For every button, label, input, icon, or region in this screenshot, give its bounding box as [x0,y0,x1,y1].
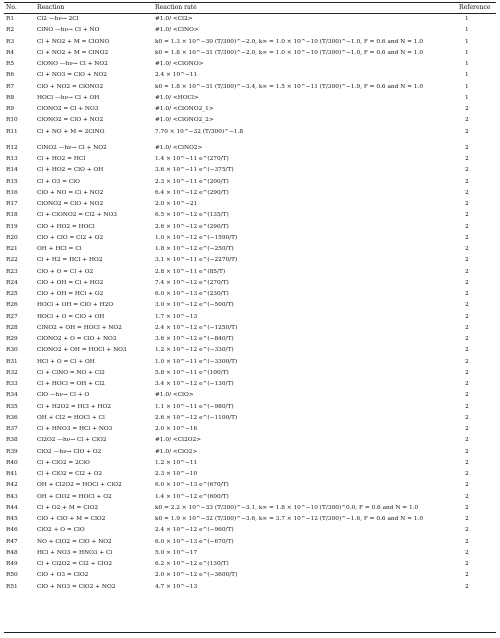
reaction-number: R26 [6,302,18,309]
reaction-reference: 2 [465,471,469,477]
reaction-rate: k0 = 1.3 × 10^−30 (T/300)^−2.0, k∞ = 1.0 × 10^−10 (T/300)^−1.0, F = 0.6 and N = 1.0 [155,38,424,45]
reaction-number: R27 [6,313,18,320]
reaction-rate: 6.2 × 10^−12 e^(130/T) [155,561,229,567]
reaction-reference: 2 [465,583,469,590]
reaction-rate: k0 = 1.9 × 10^−32 (T/300)^−3.6, k∞ = 3.7 × 10^−12 (T/300)^−1.6, F = 0.6 and N = 1.0 [155,516,424,522]
reaction-number: R51 [6,583,18,590]
table-row [0,514,500,525]
reaction-number: R18 [6,212,18,219]
reaction-rate: 3.0 × 10^−12 e^(−500/T) [155,302,234,309]
reaction-number: R32 [6,369,18,376]
reaction-rate: 1.2 × 10^−11 [155,459,198,466]
reaction-equation: Cl + H2O2 = HCl + HO2 [37,403,111,410]
table-top-rule [4,2,496,3]
reaction-equation: ClO + OH = Cl + HO2 [37,279,104,286]
table-row [0,289,500,300]
reaction-rate: #1.0/ <ClONO2_1> [155,106,214,112]
table-row [0,447,500,458]
table-row [0,503,500,514]
reaction-reference: 2 [465,268,469,275]
reaction-reference: 2 [465,302,469,309]
reaction-equation: Cl + ClNO = NO + Cl2 [37,369,105,376]
reaction-number: R29 [6,336,18,342]
reaction-reference: 2 [465,527,469,534]
reaction-rate: 7.4 × 10^−12 e^(270/T) [155,279,229,286]
reaction-number: R30 [6,347,18,354]
reaction-number: R25 [6,291,18,297]
table-row [0,165,500,176]
reaction-number: R43 [6,493,18,500]
table-row [0,93,500,104]
table-row [0,233,500,244]
reaction-equation: ClO + NO = Cl + NO2 [37,189,104,196]
reaction-reference: 2 [465,482,469,489]
reaction-number: R47 [6,538,18,545]
header-no: No. [6,4,17,11]
table-row [0,104,500,115]
reaction-reference: 2 [465,493,469,500]
table-row [0,25,500,36]
reaction-rate: 1.7 × 10^−13 [155,313,198,320]
reaction-equation: Cl + O2 + M = ClO2 [37,504,99,511]
reaction-equation: ClO + ClO + M = ClO2 [37,516,106,522]
table-row [0,548,500,559]
reaction-equation: ClO + ClO = Cl2 + O2 [37,234,104,241]
table-row [0,345,500,356]
reaction-number: R9 [6,106,15,112]
reaction-reference: 2 [465,106,469,112]
reaction-reference: 2 [465,189,469,196]
reaction-rate: #1.0/ <ClO> [155,392,194,399]
table-row [0,323,500,334]
reaction-equation: Cl + HO2 = HCl [37,156,86,162]
reaction-number: R12 [6,144,18,151]
header-reaction: Reaction [37,4,65,11]
reaction-equation: Cl + H2 = HCl + HO2 [37,257,103,264]
reaction-number: R22 [6,257,18,264]
reaction-number: R33 [6,381,18,387]
reaction-rate: 2.3 × 10^−10 [155,471,198,477]
reaction-reference: 2 [465,223,469,230]
reaction-number: R2 [6,27,15,34]
reaction-equation: ClO + O3 = ClO2 [37,572,89,579]
reaction-rate: 2.8 × 10^−11 e^(85/T) [155,268,226,275]
reaction-rate: #1.0/ <HOCl> [155,94,199,101]
reaction-rate: #1.0/ <ClO2> [155,448,198,455]
table-row [0,435,500,446]
reaction-equation: OH + HCl = Cl [37,246,82,252]
reaction-equation: Cl + ClO2 = 2ClO [37,459,90,466]
table-row [0,82,500,93]
table-row [0,59,500,70]
reaction-reference: 2 [465,538,469,545]
reaction-reference: 2 [465,459,469,466]
reaction-equation: ClNO —hν→ Cl + NO [37,27,100,34]
reaction-equation: ClO + NO2 = ClONO2 [37,83,104,90]
reaction-reference: 2 [465,212,469,219]
table-row [0,379,500,390]
reaction-rate: 1.2 × 10^−12 e^(−330/T) [155,347,234,354]
reaction-reference: 1 [465,27,469,34]
reaction-equation: ClO + O = Cl + O2 [37,268,94,275]
reaction-equation: ClONO2 = ClO + NO2 [37,117,104,124]
reaction-number: R35 [6,403,18,410]
table-row [0,537,500,548]
reaction-equation: HOCl + O = ClO + OH [37,313,105,320]
reaction-number: R21 [6,246,18,252]
reaction-number: R37 [6,426,18,432]
reaction-rate: k0 = 1.8 × 10^−31 (T/300)^−2.0, k∞ = 1.0 × 10^−10 (T/300)^−1.0, F = 0.6 and N = 1.0 [155,49,424,56]
table-row [0,210,500,221]
reaction-reference: 2 [465,369,469,376]
reaction-number: R45 [6,516,18,522]
reaction-number: R16 [6,189,18,196]
reaction-reference: 2 [465,201,469,207]
reaction-number: R38 [6,437,18,444]
table-row [0,255,500,266]
reaction-rate: k0 = 2.2 × 10^−33 (T/300)^−3.1, k∞ = 1.8 × 10^−10 (T/300)^0.0, F = 0.6 and N = 1.0 [155,504,419,511]
reaction-rate: 1.8 × 10^−12 e^(−250/T) [155,246,234,252]
reaction-rate: 1.4 × 10^−12 e^(600/T) [155,493,229,500]
table-row [0,458,500,469]
reaction-equation: ClONO2 = ClO + NO2 [37,201,104,207]
reaction-equation: Cl + O3 = ClO [37,178,80,185]
reaction-reference: 2 [465,358,469,365]
table-row [0,582,500,593]
table-row [0,570,500,581]
reaction-rate: 2.4 × 10^−11 [155,72,198,79]
reaction-rate: 1.0 × 10^−11 e^(−3300/T) [155,358,238,365]
reaction-reference: 2 [465,347,469,354]
table-row [0,48,500,59]
reaction-reference: 2 [465,167,469,174]
reaction-number: R20 [6,234,18,241]
reaction-number: R46 [6,527,18,534]
reaction-number: R15 [6,178,18,185]
reaction-reference: 2 [465,117,469,124]
table-row [0,334,500,345]
reaction-rate: 1.4 × 10^−11 e^(270/T) [155,156,229,162]
reaction-rate: #1.0/ <ClNO> [155,27,199,34]
reaction-reference: 2 [465,178,469,185]
reaction-rate: k0 = 1.8 × 10^−31 (T/300)^−3.4, k∞ = 1.5 × 10^−11 (T/300)^−1.9, F = 0.6 and N = 1.0 [155,83,424,90]
table-row [0,188,500,199]
reaction-equation: Cl + NO2 + M = ClNO2 [37,49,109,56]
reaction-number: R28 [6,324,18,331]
table-row [0,278,500,289]
reaction-rate: #1.0/ <ClNO2> [155,144,203,151]
reaction-rate: 2.4 × 10^−12 e^(−1250/T) [155,324,238,331]
reaction-equation: ClO2 + O = ClO [37,527,85,534]
reaction-number: R34 [6,392,18,399]
table-row [0,413,500,424]
reaction-rate: 2.0 × 10^−21 [155,201,198,207]
reaction-number: R42 [6,482,18,489]
table-row [0,480,500,491]
header-rate: Reaction rate [155,4,197,11]
table-row [0,154,500,165]
reaction-number: R17 [6,201,18,207]
reaction-equation: ClO —hν→ Cl + O [37,392,90,399]
reaction-rate: 3.6 × 10^−11 e^(−375/T) [155,167,234,174]
reaction-reference: 1 [465,61,469,67]
reaction-equation: Cl + HNO3 = HCl + NO3 [37,426,113,432]
reaction-rate: 2.6 × 10^−12 e^(−1100/T) [155,414,238,421]
reaction-equation: ClO + HO2 = HOCl [37,223,95,230]
reaction-rate: 6.0 × 10^−13 e^(230/T) [155,291,229,297]
reaction-equation: OH + Cl2O2 = HOCl + ClO2 [37,482,122,489]
reaction-reference: 2 [465,279,469,286]
reaction-equation: ClO + NO3 = ClO2 + NO2 [37,583,116,590]
reaction-reference: 2 [465,414,469,421]
reaction-equation: ClONO2 + OH = HOCl + NO3 [37,347,127,354]
table-row [0,115,500,126]
table-row [0,70,500,81]
reaction-reference: 2 [465,392,469,399]
reaction-number: R40 [6,459,18,466]
reaction-reference: 1 [465,49,469,56]
reaction-rate: 5.0 × 10^−17 [155,549,198,556]
reaction-rate: #1.0/ <ClONO2_2> [155,117,214,124]
table-row [0,127,500,138]
reaction-number: R50 [6,572,18,579]
reaction-number: R10 [6,117,18,124]
table-row [0,469,500,480]
table-row [0,368,500,379]
reaction-number: R48 [6,549,18,556]
reaction-reference: 2 [465,234,469,241]
reaction-rate: 6.4 × 10^−12 e^(290/T) [155,189,229,196]
reaction-reference: 1 [465,16,469,22]
table-row [0,312,500,323]
reaction-reference: 2 [465,381,469,387]
reaction-equation: Cl + HOCl = OH + Cl2 [37,381,105,387]
table-row [0,244,500,255]
reaction-equation: HCl + NO3 = HNO3 + Cl [37,549,113,556]
reaction-reference: 1 [465,83,469,90]
reaction-reference: 2 [465,561,469,567]
reaction-equation: Cl + NO2 + M = ClONO [37,38,110,45]
reaction-equation: Cl + NO3 = ClO + NO2 [37,72,107,79]
table-row [0,37,500,48]
table-row [0,390,500,401]
reaction-equation: Cl + ClO2 = Cl2 + O2 [37,471,103,477]
table-row [0,267,500,278]
reaction-reference: 1 [465,38,469,45]
reaction-rate: 7.70 × 10^−32 (T/300)^−1.8 [155,128,244,135]
table-bottom-rule [4,632,496,633]
reaction-rate: 2.6 × 10^−12 e^(290/T) [155,223,229,230]
reaction-equation: ClNO2 + OH = HOCl + NO2 [37,324,122,331]
reaction-equation: HCl + O = Cl + OH [37,358,95,365]
reaction-rate: 1.1 × 10^−11 e^(−980/T) [155,403,234,410]
reaction-rate: 2.4 × 10^−12 e^(−960/T) [155,527,234,534]
reaction-equation: Cl + NO + M = 2ClNO [37,128,105,135]
reaction-equation: ClONO2 = Cl + NO3 [37,106,99,112]
reaction-equation: ClONO —hν→ Cl + NO2 [37,61,108,67]
reaction-equation: Cl2 —hν→ 2Cl [37,16,79,22]
header-reference: Reference [459,4,491,11]
table-row [0,525,500,536]
reaction-reference: 2 [465,291,469,297]
table-row [0,559,500,570]
reaction-number: R49 [6,561,18,567]
reaction-number: R13 [6,156,18,162]
reaction-number: R14 [6,167,18,174]
reaction-equation: Cl + HO2 = ClO + OH [37,167,104,174]
reaction-reference: 2 [465,246,469,252]
reaction-reference: 2 [465,504,469,511]
reaction-rate: 2.0 × 10^−16 [155,426,198,432]
reaction-equation: HOCl + OH = ClO + H2O [37,302,114,309]
table-row [0,177,500,188]
reaction-reference: 2 [465,448,469,455]
reaction-rate: 3.6 × 10^−12 e^(−840/T) [155,336,234,342]
reaction-number: R4 [6,49,15,56]
reaction-rate: 1.0 × 10^−12 e^(−1590/T) [155,234,238,241]
reaction-reference: 2 [465,324,469,331]
table-row [0,199,500,210]
reaction-reference: 2 [465,313,469,320]
reaction-rate: #1.0/ <Cl2O2> [155,437,202,444]
reaction-reference: 2 [465,156,469,162]
reaction-number: R7 [6,83,15,90]
reaction-equation: ClO2 —hν→ ClO + O2 [37,448,102,455]
reaction-number: R1 [6,16,15,22]
reaction-equation: OH + ClO2 = HOCl + O2 [37,493,112,500]
reaction-reference: 2 [465,128,469,135]
table-row [0,143,500,154]
reaction-rate: 6.5 × 10^−12 e^(135/T) [155,212,229,219]
reaction-equation: Cl2O2 —hν→ Cl + ClO2 [37,437,107,444]
reaction-rate: #1.0/ <Cl2> [155,16,193,22]
reaction-equation: Cl + ClONO2 = Cl2 + NO3 [37,212,117,219]
reaction-reference: 2 [465,144,469,151]
reaction-rate: 3.1 × 10^−11 e^(−2270/T) [155,257,238,264]
reaction-equation: Cl + Cl2O2 = Cl2 + ClO2 [37,561,113,567]
reaction-rate: 2.3 × 10^−11 e^(200/T) [155,178,229,185]
reaction-reference: 2 [465,257,469,264]
reaction-reference: 2 [465,549,469,556]
reaction-equation: HOCl —hν→ Cl + OH [37,94,100,101]
reaction-number: R39 [6,448,18,455]
table-row [0,492,500,503]
reaction-number: R3 [6,38,15,45]
table-row [0,424,500,435]
reaction-number: R41 [6,471,18,477]
reaction-rate: 6.0 × 10^−13 e^(670/T) [155,482,229,489]
reaction-equation: NO + ClO2 = ClO + NO2 [37,538,112,545]
table-row [0,300,500,311]
reaction-rate: 3.4 × 10^−12 e^(−130/T) [155,381,234,387]
reaction-rate: #1.0/ <ClONO> [155,61,204,67]
reaction-reference: 1 [465,94,469,101]
table-row [0,14,500,25]
reaction-number: R5 [6,61,15,67]
reaction-rate: 2.0 × 10^−12 e^(−3600/T) [155,572,238,579]
reaction-number: R24 [6,279,18,286]
reaction-equation: ClO + OH = HCl + O2 [37,291,104,297]
reaction-reference: 2 [465,572,469,579]
table-row [0,402,500,413]
reaction-number: R8 [6,94,15,101]
reaction-reference: 2 [465,516,469,522]
reaction-equation: OH + Cl2 = HOCl + Cl [37,414,105,421]
reaction-rate: 4.7 × 10^−13 [155,583,198,590]
reaction-equation: ClNO2 —hν→ Cl + NO2 [37,144,107,151]
reaction-number: R44 [6,504,18,511]
reaction-reference: 2 [465,336,469,342]
reaction-number: R31 [6,358,18,365]
reaction-number: R6 [6,72,15,79]
reaction-reference: 2 [465,426,469,432]
reaction-number: R11 [6,128,18,135]
reaction-reference: 2 [465,437,469,444]
table-row [0,357,500,368]
table-row [0,222,500,233]
reaction-equation: ClONO2 + O = ClO + NO3 [37,336,117,342]
reaction-rate: 6.0 × 10^−13 e^(−670/T) [155,538,234,545]
reaction-reference: 2 [465,403,469,410]
reaction-reference: 1 [465,72,469,79]
reaction-number: R36 [6,414,18,421]
reaction-rate: 5.8 × 10^−11 e^(100/T) [155,369,229,376]
reaction-number: R23 [6,268,18,275]
reaction-number: R19 [6,223,18,230]
